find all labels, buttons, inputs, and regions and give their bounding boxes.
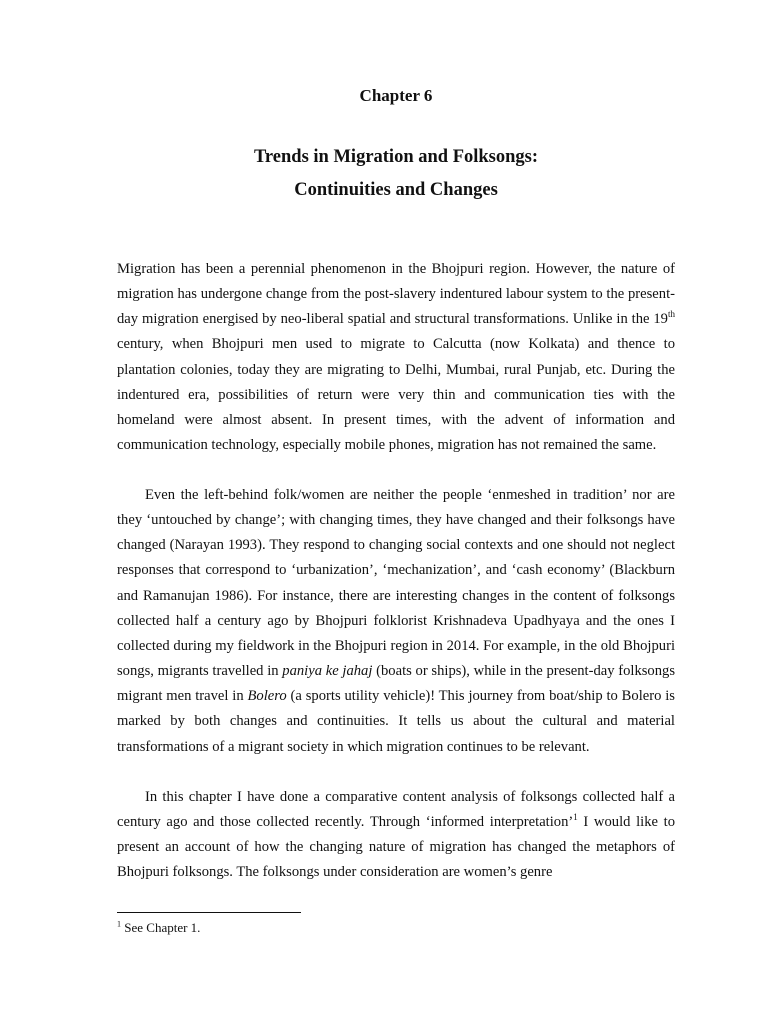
italic-term-bolero: Bolero bbox=[247, 688, 287, 705]
paragraph-1 bbox=[117, 257, 675, 458]
paragraph-3 bbox=[117, 785, 675, 886]
paragraph-2-text-a: Even the left-behind folk/women are neither the people ‘enmeshed in tradition’ nor are they ‘untouched by change’; with changing times, they have changed and their folksongs have changed (Narayan 1993). They respond to changing social contexts and one should not neglect responses that correspond to ‘urbanization’, ‘mechanization’, and ‘cash economy’ (Blackburn and Ramanujan 1986). For instance, there are interesting changes in the content of folksongs collected half a century ago by Bhojpuri folklorist Krishnadeva Upadhyaya and the ones I collected during my fieldwork in the Bhojpuri region in 2014. For example, in the old Bhojpuri songs, migrants travelled in bbox=[117, 487, 675, 680]
footnote-1 bbox=[117, 920, 200, 936]
footnote-reference-1: 1 bbox=[573, 812, 578, 823]
paragraph-3-text-a: In this chapter I have done a comparative content analysis of folksongs collected half a century ago and those collected recently. Through ‘informed interpretation’ bbox=[117, 789, 675, 831]
superscript-th: th bbox=[667, 309, 675, 320]
italic-term-paniya-ke-jahaj: paniya ke jahaj bbox=[282, 663, 373, 680]
chapter-title-line-2: Continuities and Changes bbox=[294, 180, 498, 200]
chapter-title-line-1: Trends in Migration and Folksongs: bbox=[253, 147, 539, 167]
footnote-text: See Chapter 1. bbox=[121, 920, 201, 935]
footnote-marker: 1 bbox=[117, 919, 121, 929]
paragraph-3-text-b: I would like to present an account of how the changing nature of migration has changed the metaphors of Bhojpuri folksongs. The folksongs under consideration are women’s genre bbox=[117, 814, 675, 881]
chapter-label: Chapter 6 bbox=[359, 86, 433, 105]
paragraph-2-text-b: (boats or ships), while in the present-day folksongs migrant men travel in bbox=[117, 663, 675, 705]
footnote-separator bbox=[117, 912, 301, 913]
paragraph-1-text-a: Migration has been a perennial phenomenon in the Bhojpuri region. However, the nature of migration has undergone change from the post-slavery indentured labour system to the present-day migration energised by neo-liberal spatial and structural transformations. Unlike in the 19 bbox=[117, 261, 675, 328]
paragraph-2-text-c: (a sports utility vehicle)! This journey from boat/ship to Bolero is marked by both changes and continuities. It tells us about the cultural and material transformations of a migrant society in which migration continues to be relevant. bbox=[117, 688, 675, 755]
paragraph-2 bbox=[117, 483, 675, 760]
paragraph-1-text-b: century, when Bhojpuri men used to migrate to Calcutta (now Kolkata) and thence to plantation colonies, today they are migrating to Delhi, Mumbai, rural Punjab, etc. During the indentured era, possibilities of return were very thin and communication ties with the homeland were almost absent. In present times, with the advent of information and communication technology, especially mobile phones, migration has not remained the same. bbox=[117, 336, 675, 454]
